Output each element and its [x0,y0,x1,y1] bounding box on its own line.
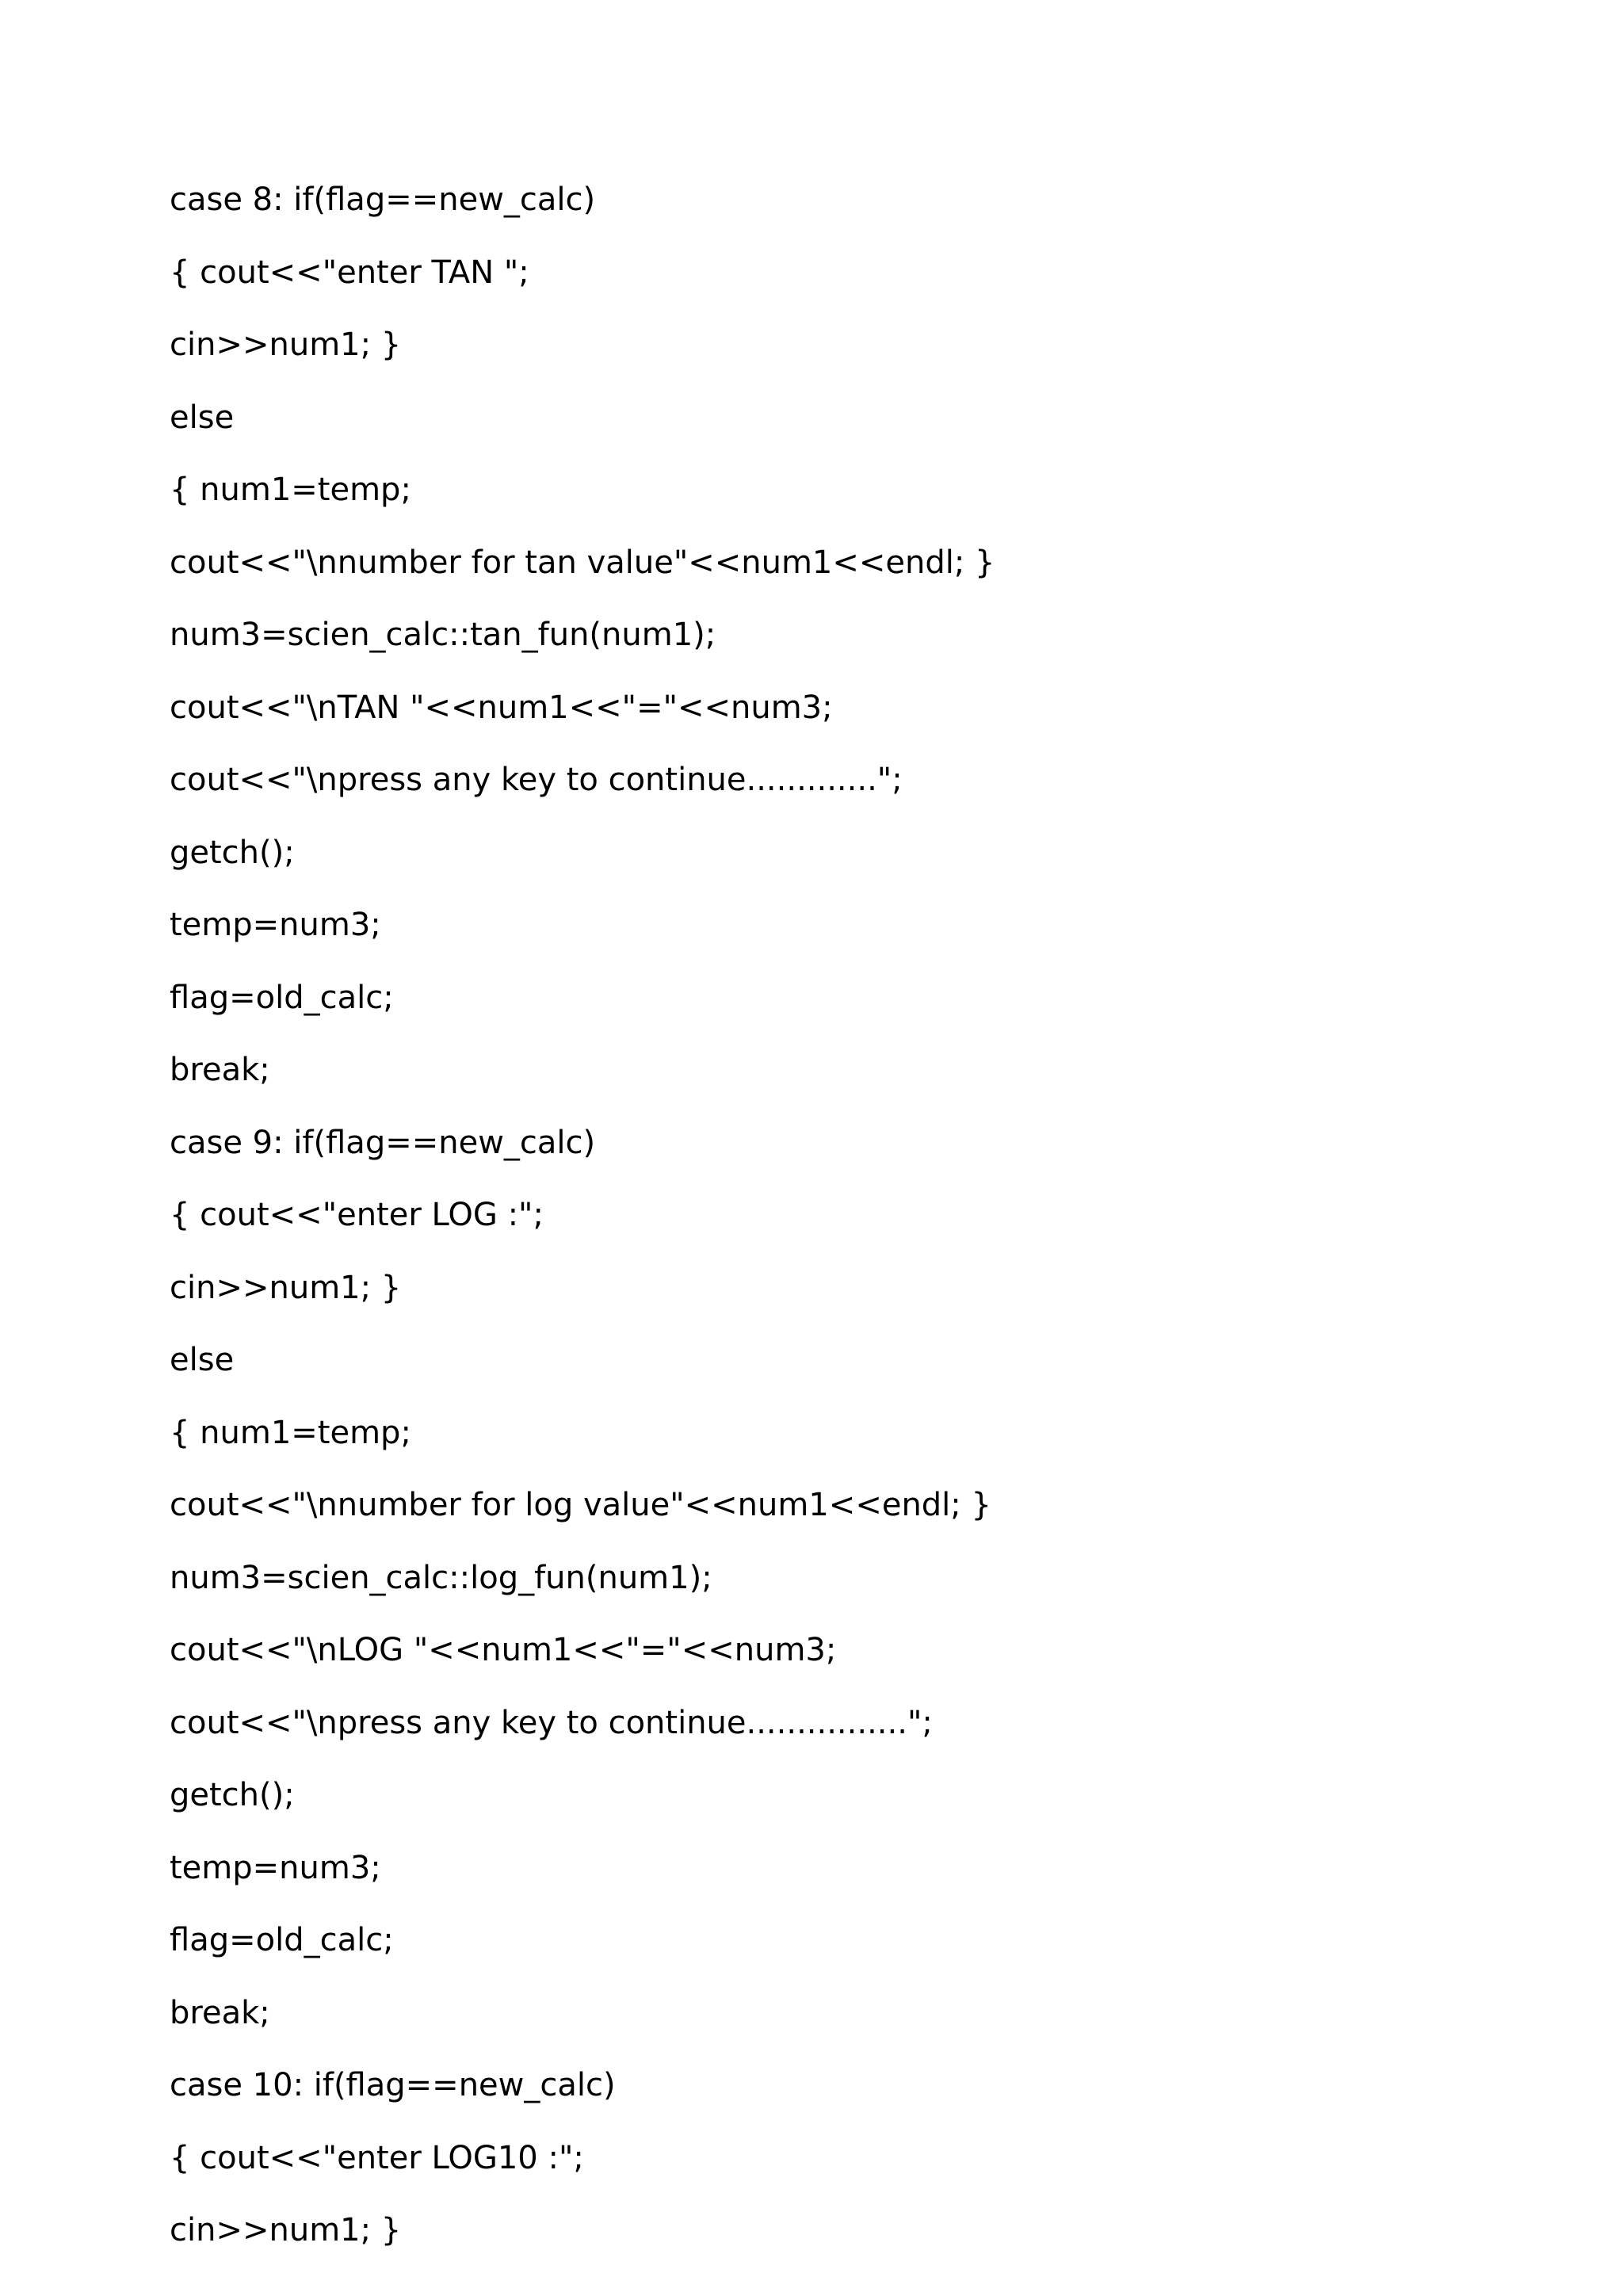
code-line-5: { num1=temp; [170,472,411,508]
code-line-1: case 8: if(flag==new_calc) [170,181,596,218]
code-line-29: cin>>num1; } [170,2212,402,2248]
code-listing [170,181,995,2294]
code-line-22: cout<<"\npress any key to continue................"; [170,1704,933,1741]
code-line-3: cin>>num1; } [170,327,402,363]
code-line-17: else [170,1342,235,1378]
code-line-27: case 10: if(flag==new_calc) [170,2067,616,2103]
code-line-21: cout<<"\nLOG "<<num1<<"="<<num3; [170,1632,837,1668]
code-line-28: { cout<<"enter LOG10 :"; [170,2139,584,2176]
code-line-13: break; [170,1052,270,1088]
code-line-25: flag=old_calc; [170,1922,394,1958]
code-line-23: getch(); [170,1777,295,1813]
code-line-6: cout<<"\nnumber for tan value"<<num1<<endl; } [170,544,995,581]
code-line-8: cout<<"\nTAN "<<num1<<"="<<num3; [170,689,833,726]
code-line-19: cout<<"\nnumber for log value"<<num1<<endl; } [170,1487,991,1523]
code-line-2: { cout<<"enter TAN "; [170,254,529,291]
code-line-10: getch(); [170,834,295,871]
code-line-11: temp=num3; [170,907,381,943]
code-line-14: case 9: if(flag==new_calc) [170,1124,596,1161]
code-line-20: num3=scien_calc::log_fun(num1); [170,1559,712,1596]
code-line-4: else [170,399,235,436]
code-line-24: temp=num3; [170,1849,381,1886]
code-line-12: flag=old_calc; [170,979,394,1016]
code-line-15: { cout<<"enter LOG :"; [170,1197,544,1233]
code-line-9: cout<<"\npress any key to continue............."; [170,762,903,798]
code-line-7: num3=scien_calc::tan_fun(num1); [170,617,716,653]
code-line-16: cin>>num1; } [170,1269,402,1306]
code-line-18: { num1=temp; [170,1414,411,1451]
code-line-26: break; [170,1994,270,2031]
